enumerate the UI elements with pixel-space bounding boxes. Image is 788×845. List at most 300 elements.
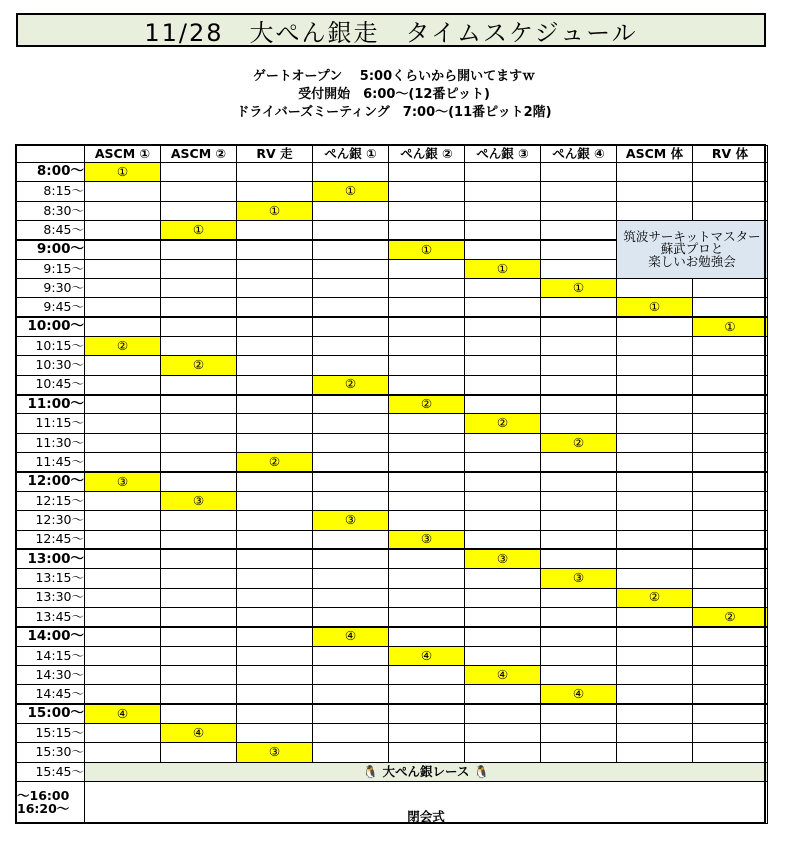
empty-cell [541, 259, 617, 278]
session-slot: ② [465, 414, 541, 433]
empty-cell [389, 414, 465, 433]
empty-cell [85, 588, 161, 607]
empty-cell [389, 317, 465, 336]
empty-cell [693, 743, 768, 762]
empty-cell [617, 163, 693, 182]
schedule-body [17, 163, 768, 824]
empty-cell [161, 298, 237, 317]
empty-cell [237, 685, 313, 704]
header-corner [17, 146, 85, 163]
empty-cell [465, 627, 541, 646]
time-label: 11:15～ [17, 414, 85, 433]
empty-cell [389, 201, 465, 220]
empty-cell [85, 375, 161, 394]
time-slot-row [17, 163, 768, 182]
empty-cell [161, 414, 237, 433]
empty-cell [541, 665, 617, 684]
reception-info: 受付開始 6:00～(12番ピット) [298, 87, 490, 102]
session-slot: ② [161, 356, 237, 375]
empty-cell [85, 665, 161, 684]
empty-cell [237, 491, 313, 510]
empty-cell [693, 201, 768, 220]
empty-cell [389, 279, 465, 298]
time-slot-row [17, 569, 768, 588]
session-slot: ③ [389, 530, 465, 549]
empty-cell [541, 607, 617, 626]
time-slot-row [17, 453, 768, 472]
empty-cell [85, 433, 161, 452]
empty-cell [313, 549, 389, 568]
time-slot-row [17, 530, 768, 549]
empty-cell [617, 607, 693, 626]
empty-cell [237, 549, 313, 568]
session-slot: ② [389, 395, 465, 414]
empty-cell [693, 356, 768, 375]
empty-cell [693, 569, 768, 588]
time-label: 13:45～ [17, 607, 85, 626]
empty-cell [693, 491, 768, 510]
time-label: 8:15～ [17, 182, 85, 201]
empty-cell [161, 279, 237, 298]
empty-cell [541, 472, 617, 491]
session-slot: ① [389, 240, 465, 259]
empty-cell [541, 511, 617, 530]
empty-cell [389, 511, 465, 530]
empty-cell [237, 375, 313, 394]
empty-cell [237, 298, 313, 317]
time-slot-row [17, 221, 768, 240]
empty-cell [465, 646, 541, 665]
empty-cell [313, 414, 389, 433]
empty-cell [161, 201, 237, 220]
empty-cell [161, 685, 237, 704]
column-header: ぺん銀 ④ [541, 146, 617, 163]
empty-cell [161, 163, 237, 182]
time-slot-row [17, 395, 768, 414]
session-slot: ④ [161, 723, 237, 742]
empty-cell [161, 375, 237, 394]
empty-cell [85, 549, 161, 568]
empty-cell [389, 704, 465, 723]
empty-cell [693, 163, 768, 182]
empty-cell [541, 491, 617, 510]
empty-cell [85, 240, 161, 259]
empty-cell [389, 453, 465, 472]
time-slot-row [17, 549, 768, 568]
session-slot: ② [617, 588, 693, 607]
header-row [17, 146, 768, 163]
empty-cell [465, 453, 541, 472]
empty-cell [693, 704, 768, 723]
event-line: 楽しいお勉強会 [648, 253, 736, 269]
empty-cell [617, 511, 693, 530]
empty-cell [541, 549, 617, 568]
session-slot: ④ [465, 665, 541, 684]
time-slot-row [17, 298, 768, 317]
empty-cell [389, 627, 465, 646]
empty-cell [313, 723, 389, 742]
time-label: 12:15～ [17, 491, 85, 510]
empty-cell [465, 163, 541, 182]
empty-cell [693, 472, 768, 491]
time-slot-row [17, 201, 768, 220]
empty-cell [161, 607, 237, 626]
empty-cell [313, 317, 389, 336]
session-slot: ① [85, 163, 161, 182]
empty-cell [237, 607, 313, 626]
empty-cell [237, 221, 313, 240]
session-slot: ③ [85, 472, 161, 491]
empty-cell [313, 221, 389, 240]
empty-cell [541, 723, 617, 742]
time-slot-row [17, 665, 768, 684]
empty-cell [237, 665, 313, 684]
empty-cell [617, 337, 693, 356]
empty-cell [617, 704, 693, 723]
empty-cell [541, 627, 617, 646]
empty-cell [465, 317, 541, 336]
session-slot: ① [313, 182, 389, 201]
drivers-meeting-info: ドライバーズミーティング 7:00～(11番ピット2階) [236, 105, 552, 120]
empty-cell [465, 723, 541, 742]
empty-cell [693, 549, 768, 568]
time-slot-row [17, 182, 768, 201]
empty-cell [465, 530, 541, 549]
empty-cell [85, 569, 161, 588]
empty-cell [237, 279, 313, 298]
empty-cell [389, 472, 465, 491]
empty-cell [161, 627, 237, 646]
time-label: 14:15～ [17, 646, 85, 665]
empty-cell [237, 414, 313, 433]
time-label: 13:15～ [17, 569, 85, 588]
empty-cell [693, 298, 768, 317]
empty-cell [541, 743, 617, 762]
session-slot: ① [161, 221, 237, 240]
empty-cell [313, 607, 389, 626]
empty-cell [237, 259, 313, 278]
empty-cell [161, 646, 237, 665]
empty-cell [465, 221, 541, 240]
session-slot: ① [693, 317, 768, 336]
empty-cell [313, 433, 389, 452]
empty-cell [313, 356, 389, 375]
time-slot-row [17, 627, 768, 646]
closing-ceremony: 閉会式 [85, 782, 768, 824]
race-row [17, 762, 768, 781]
empty-cell [237, 511, 313, 530]
time-label: 15:45～ [17, 762, 85, 781]
empty-cell [85, 221, 161, 240]
column-header: ぺん銀 ② [389, 146, 465, 163]
session-slot: ④ [313, 627, 389, 646]
empty-cell [161, 569, 237, 588]
empty-cell [617, 317, 693, 336]
time-slot-row [17, 414, 768, 433]
empty-cell [85, 607, 161, 626]
time-label: 10:45～ [17, 375, 85, 394]
empty-cell [541, 182, 617, 201]
empty-cell [389, 433, 465, 452]
session-slot: ① [617, 298, 693, 317]
empty-cell [237, 627, 313, 646]
time-label: 9:30～ [17, 279, 85, 298]
empty-cell [85, 182, 161, 201]
session-slot: ④ [389, 646, 465, 665]
empty-cell [389, 665, 465, 684]
empty-cell [465, 743, 541, 762]
time-label: 11:45～ [17, 453, 85, 472]
empty-cell [313, 685, 389, 704]
empty-cell [617, 182, 693, 201]
empty-cell [237, 433, 313, 452]
empty-cell [693, 182, 768, 201]
schedule-table [16, 145, 768, 824]
time-label: 15:15～ [17, 723, 85, 742]
empty-cell [313, 530, 389, 549]
empty-cell [465, 491, 541, 510]
column-header: ぺん銀 ③ [465, 146, 541, 163]
time-slot-row [17, 607, 768, 626]
empty-cell [161, 240, 237, 259]
time-slot-row [17, 723, 768, 742]
session-slot: ② [237, 453, 313, 472]
empty-cell [237, 337, 313, 356]
empty-cell [85, 530, 161, 549]
time-label: 10:15～ [17, 337, 85, 356]
empty-cell [693, 414, 768, 433]
session-slot: ④ [541, 685, 617, 704]
empty-cell [389, 723, 465, 742]
time-slot-row [17, 433, 768, 452]
empty-cell [617, 414, 693, 433]
empty-cell [389, 569, 465, 588]
time-label: 13:00～ [17, 549, 85, 568]
empty-cell [693, 530, 768, 549]
empty-cell [313, 646, 389, 665]
empty-cell [693, 375, 768, 394]
empty-cell [389, 221, 465, 240]
closing-time-label [17, 782, 85, 824]
empty-cell [237, 356, 313, 375]
session-slot: ① [541, 279, 617, 298]
empty-cell [693, 279, 768, 298]
empty-cell [85, 279, 161, 298]
time-label: 11:00～ [17, 395, 85, 414]
empty-cell [85, 259, 161, 278]
column-header: RV 体 [693, 146, 768, 163]
empty-cell [541, 337, 617, 356]
empty-cell [313, 472, 389, 491]
time-label: 14:00～ [17, 627, 85, 646]
empty-cell [465, 685, 541, 704]
empty-cell [237, 240, 313, 259]
empty-cell [465, 472, 541, 491]
empty-cell [465, 704, 541, 723]
session-slot: ③ [465, 549, 541, 568]
empty-cell [85, 356, 161, 375]
empty-cell [85, 453, 161, 472]
time-label: 14:30～ [17, 665, 85, 684]
empty-cell [85, 685, 161, 704]
empty-cell [541, 414, 617, 433]
empty-cell [237, 317, 313, 336]
empty-cell [541, 588, 617, 607]
session-slot: ② [313, 375, 389, 394]
empty-cell [693, 511, 768, 530]
empty-cell [85, 201, 161, 220]
empty-cell [389, 337, 465, 356]
session-slot: ① [465, 259, 541, 278]
empty-cell [693, 395, 768, 414]
event-line: 筑波サーキットマスター [623, 228, 761, 244]
session-slot: ① [237, 201, 313, 220]
empty-cell [541, 221, 617, 240]
gate-open-info: ゲートオープン 5:00くらいから開いてますｗ [252, 69, 536, 84]
empty-cell [617, 433, 693, 452]
empty-cell [541, 356, 617, 375]
empty-cell [465, 356, 541, 375]
empty-cell [389, 259, 465, 278]
empty-cell [617, 375, 693, 394]
time-label: 12:45～ [17, 530, 85, 549]
empty-cell [313, 588, 389, 607]
empty-cell [541, 163, 617, 182]
empty-cell [161, 549, 237, 568]
empty-cell [465, 240, 541, 259]
time-label: 11:30～ [17, 433, 85, 452]
empty-cell [161, 743, 237, 762]
empty-cell [161, 395, 237, 414]
empty-cell [617, 201, 693, 220]
empty-cell [237, 588, 313, 607]
session-slot: ④ [85, 704, 161, 723]
time-slot-row [17, 491, 768, 510]
empty-cell [237, 569, 313, 588]
time-slot-row [17, 472, 768, 491]
empty-cell [161, 511, 237, 530]
empty-cell [465, 511, 541, 530]
empty-cell [617, 491, 693, 510]
empty-cell [693, 685, 768, 704]
empty-cell [389, 491, 465, 510]
empty-cell [161, 182, 237, 201]
empty-cell [313, 743, 389, 762]
time-label: 9:45～ [17, 298, 85, 317]
empty-cell [85, 395, 161, 414]
empty-cell [693, 588, 768, 607]
empty-cell [465, 201, 541, 220]
session-slot: ② [85, 337, 161, 356]
column-header: ぺん銀 ① [313, 146, 389, 163]
empty-cell [161, 665, 237, 684]
empty-cell [313, 453, 389, 472]
column-header: ASCM 体 [617, 146, 693, 163]
empty-cell [237, 182, 313, 201]
session-slot: ③ [161, 491, 237, 510]
empty-cell [313, 163, 389, 182]
time-label: 12:30～ [17, 511, 85, 530]
empty-cell [617, 627, 693, 646]
empty-cell [693, 646, 768, 665]
empty-cell [161, 453, 237, 472]
empty-cell [237, 472, 313, 491]
session-slot: ③ [541, 569, 617, 588]
time-label: 8:45～ [17, 221, 85, 240]
time-slot-row [17, 279, 768, 298]
empty-cell [617, 395, 693, 414]
empty-cell [541, 453, 617, 472]
empty-cell [541, 646, 617, 665]
empty-cell [693, 337, 768, 356]
empty-cell [237, 395, 313, 414]
empty-cell [541, 240, 617, 259]
empty-cell [161, 337, 237, 356]
time-label: 8:00～ [17, 163, 85, 182]
time-label: 9:00～ [17, 240, 85, 259]
time-slot-row [17, 588, 768, 607]
empty-cell [237, 704, 313, 723]
empty-cell [161, 259, 237, 278]
empty-cell [313, 298, 389, 317]
session-slot: ② [693, 607, 768, 626]
empty-cell [541, 317, 617, 336]
time-slot-row [17, 317, 768, 336]
empty-cell [389, 182, 465, 201]
empty-cell [313, 395, 389, 414]
empty-cell [617, 685, 693, 704]
empty-cell [313, 337, 389, 356]
time-slot-row [17, 337, 768, 356]
empty-cell [313, 491, 389, 510]
empty-cell [465, 298, 541, 317]
empty-cell [85, 511, 161, 530]
empty-cell [465, 375, 541, 394]
empty-cell [389, 588, 465, 607]
empty-cell [465, 279, 541, 298]
closing-row [17, 782, 768, 824]
empty-cell [313, 665, 389, 684]
empty-cell [541, 395, 617, 414]
empty-cell [617, 549, 693, 568]
empty-cell [161, 588, 237, 607]
empty-cell [617, 646, 693, 665]
empty-cell [617, 665, 693, 684]
empty-cell [617, 723, 693, 742]
empty-cell [389, 743, 465, 762]
time-slot-row [17, 646, 768, 665]
empty-cell [465, 569, 541, 588]
empty-cell [541, 530, 617, 549]
empty-cell [85, 491, 161, 510]
time-label: 10:00～ [17, 317, 85, 336]
empty-cell [85, 627, 161, 646]
time-slot-row [17, 685, 768, 704]
empty-cell [85, 414, 161, 433]
empty-cell [237, 646, 313, 665]
empty-cell [617, 356, 693, 375]
empty-cell [465, 182, 541, 201]
empty-cell [617, 453, 693, 472]
empty-cell [541, 375, 617, 394]
closing-time-start: ～16:00 [17, 788, 70, 803]
empty-cell [465, 607, 541, 626]
empty-cell [693, 665, 768, 684]
time-label: 10:30～ [17, 356, 85, 375]
empty-cell [541, 201, 617, 220]
time-label: 9:15～ [17, 259, 85, 278]
closing-time-end: 16:20～ [17, 800, 70, 816]
